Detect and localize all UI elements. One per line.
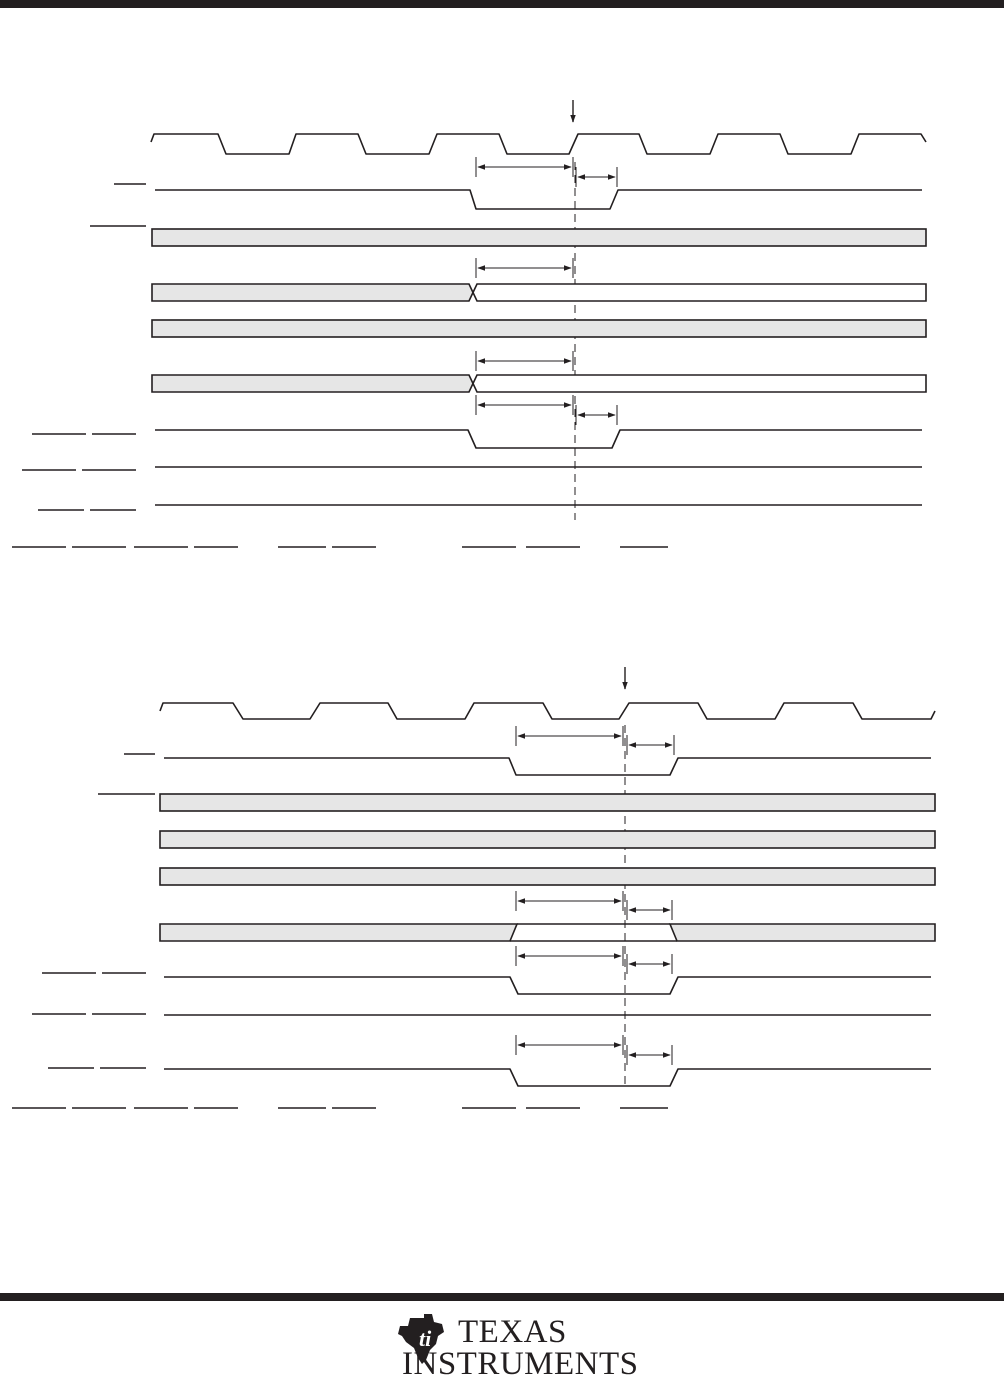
clock-waveform <box>160 703 935 719</box>
bus-signal-pulse-after <box>670 924 935 941</box>
bus-signal-transition-1-new <box>473 284 926 301</box>
bus-signal-constant-2 <box>160 831 935 848</box>
bus-signal-constant-3 <box>160 868 935 885</box>
bus-signal-transition-2-new <box>473 375 926 392</box>
bus-signal-constant-1 <box>152 229 926 246</box>
bus-signal-transition-1-old <box>152 284 473 301</box>
footer-rule <box>0 1293 1004 1301</box>
strobe-signal-2 <box>155 430 922 448</box>
bus-signal-constant-1 <box>160 794 935 811</box>
clock-waveform <box>151 134 926 154</box>
timing-diagram-upper <box>12 100 926 547</box>
strobe-signal-1 <box>155 190 922 209</box>
brand-name-line-2: INSTRUMENTS <box>402 1346 639 1382</box>
strobe-signal-3 <box>164 1069 931 1086</box>
strobe-signal-1 <box>164 758 931 775</box>
bus-signal-pulse-before <box>160 924 517 941</box>
strobe-signal-2 <box>164 977 931 994</box>
svg-text:ti: ti <box>419 1326 432 1351</box>
bus-signal-constant-2 <box>152 320 926 337</box>
bus-signal-transition-2-old <box>152 375 473 392</box>
texas-instruments-logo <box>396 1312 639 1382</box>
brand-name-line-1: TEXAS <box>458 1314 567 1350</box>
timing-diagram-lower <box>12 667 935 1108</box>
